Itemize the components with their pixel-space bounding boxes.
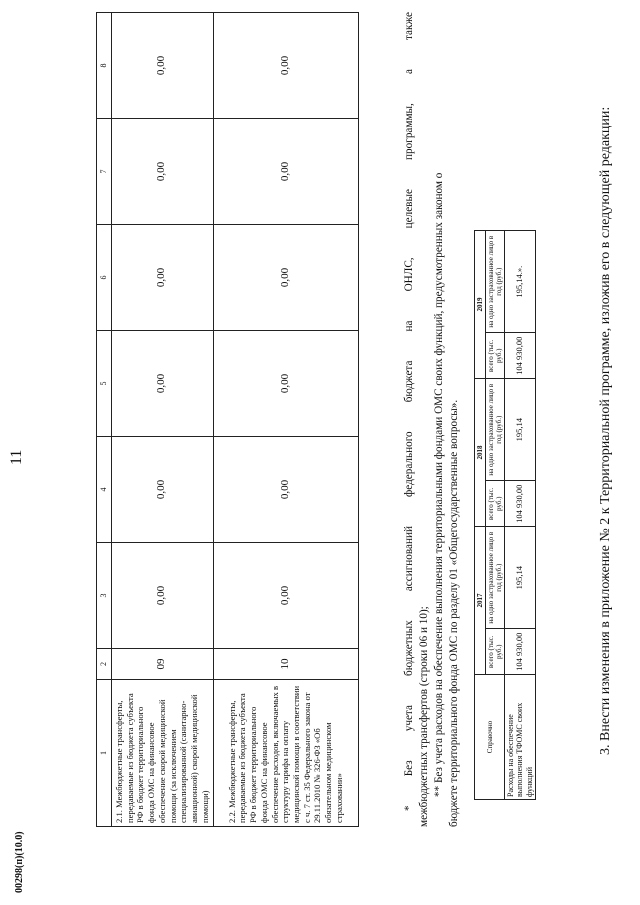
footnotes (402, 12, 462, 827)
ref-col-per-capita: на одно застрахованное лицо в год (руб.) (486, 231, 505, 333)
table-header-row (97, 13, 112, 827)
ref-col-total: всего (тыс. руб.) (486, 481, 505, 527)
ref-year: 2018 (475, 379, 486, 527)
table-row (112, 13, 214, 827)
amendment-paragraph: 3. Внести изменения в приложение № 2 к Территориальной программе, изложив его в следующей редакции: (598, 106, 613, 755)
footnote-1-line-2: межбюджетных трансфертов (строки 06 и 10); (418, 606, 430, 827)
col-header: 1 (97, 680, 112, 827)
ref-total-value: 104 930,00 (505, 333, 536, 379)
ref-year: 2017 (475, 527, 486, 675)
col-header: 4 (97, 437, 112, 543)
cell-value: 0,00 (112, 331, 214, 437)
ref-per-capita-value: 195,14 (505, 527, 536, 629)
cell-value: 0,00 (213, 13, 358, 119)
ref-col-per-capita: на одно застрахованное лицо в год (руб.) (486, 379, 505, 481)
ref-per-capita-value: 195,14.». (505, 231, 536, 333)
ref-total-value: 104 930,00 (505, 481, 536, 527)
table-row (213, 13, 358, 827)
footnote-1-line-1: * Без учета бюджетных ассигнований федерального бюджета на ОНЛС, целевые программы, а также (403, 12, 415, 811)
footnote-2-line-1: ** Без учета расходов на обеспечение выполнения территориальными фондами ОМС своих функций, предусмотренных законом о (433, 172, 445, 797)
cell-value: 0,00 (213, 331, 358, 437)
reference-table (474, 230, 536, 800)
col-header: 8 (97, 13, 112, 119)
ref-total-value: 104 930,00 (505, 629, 536, 675)
cell-value: 0,00 (112, 437, 214, 543)
ref-col-per-capita: на одно застрахованное лицо в год (руб.) (486, 527, 505, 629)
ref-corner-label: Справочно (475, 675, 505, 800)
ref-col-total: всего (тыс. руб.) (486, 629, 505, 675)
form-code: 00298(п)(10.0) (14, 831, 25, 893)
col-header: 6 (97, 225, 112, 331)
cell-value: 0,00 (112, 543, 214, 649)
ref-year-row (475, 231, 486, 800)
row-code: 09 (112, 649, 214, 680)
row-name: 2.2. Межбюджетные трансферты, передаваемые из бюджета субъекта РФ в бюджет территориального фонда ОМС на финансовое обеспечение расходов, включаемых в структуру тарифа на оплату медицинской помощи в соответствии с ч. 7 ст. 35 Федерального закона от 29.11.2010 № 326-ФЗ «Об обязательном медицинском страховании» (213, 680, 358, 827)
col-header: 2 (97, 649, 112, 680)
col-header: 3 (97, 543, 112, 649)
cell-value: 0,00 (213, 437, 358, 543)
cell-value: 0,00 (213, 119, 358, 225)
row-name: 2.1. Межбюджетные трансферты, передаваемые из бюджета субъекта РФ в бюджет территориального фонда ОМС на финансовое обеспечение скорой медицинской помощи (за исключением специализированной (санитарно-авиационной) скорой медицинской помощи) (112, 680, 214, 827)
col-header: 7 (97, 119, 112, 225)
cell-value: 0,00 (112, 119, 214, 225)
ref-year: 2019 (475, 231, 486, 379)
cell-value: 0,00 (213, 225, 358, 331)
cell-value: 0,00 (213, 543, 358, 649)
ref-data-row (505, 231, 536, 800)
footnote-2-line-2: бюджете территориального фонда ОМС по разделу 01 «Общегосударственные вопросы». (448, 399, 460, 827)
ref-row-label: Расходы на обеспечение выполнения ТФОМС своих функций (505, 675, 536, 800)
ref-col-total: всего (тыс. руб.) (486, 333, 505, 379)
ref-per-capita-value: 195,14 (505, 379, 536, 481)
cell-value: 0,00 (112, 225, 214, 331)
row-code: 10 (213, 649, 358, 680)
cell-value: 0,00 (112, 13, 214, 119)
funding-table (96, 12, 359, 827)
col-header: 5 (97, 331, 112, 437)
page-number: 11 (8, 449, 25, 465)
